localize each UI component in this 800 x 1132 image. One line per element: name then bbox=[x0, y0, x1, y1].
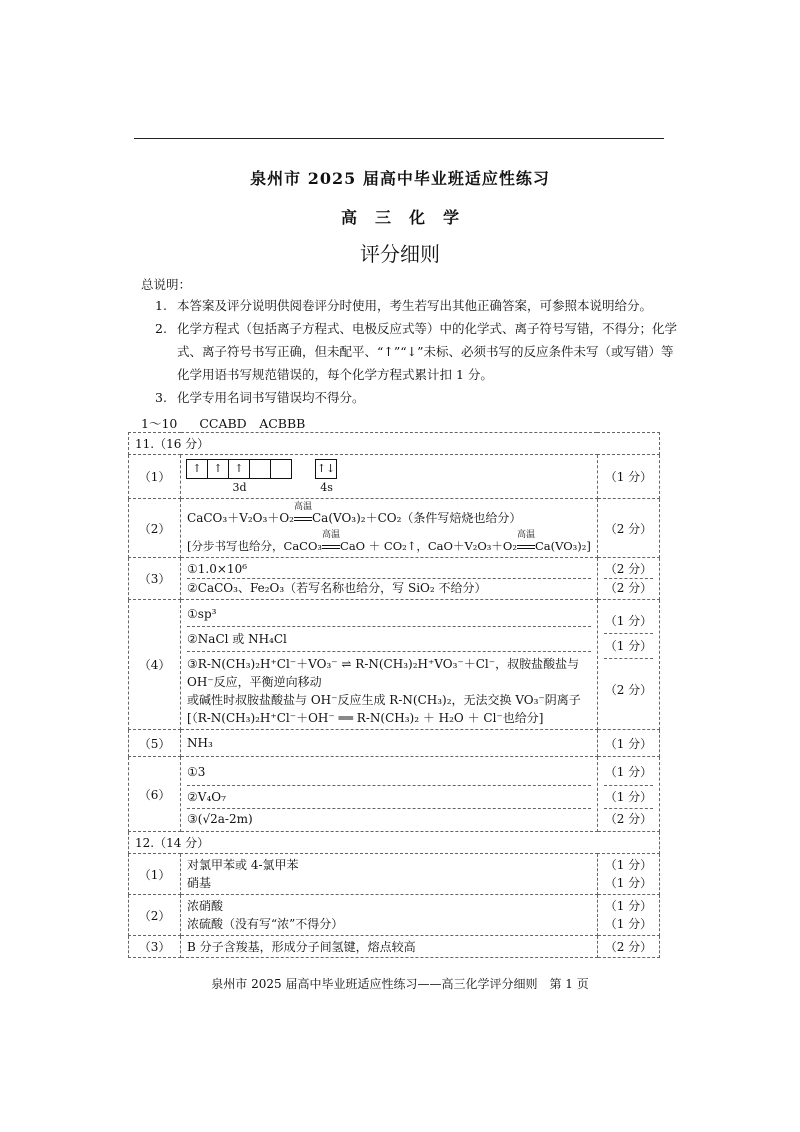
note-item: 1. 本答案及评分说明供阅卷评分时使用，考生若写出其他正确答案，可参照本说明给分。 bbox=[155, 298, 653, 313]
table-row: （2） CaCO₃＋V₂O₃＋O₂ 高温 Ca(VO₃)₂＋CO₂（条件写焙烧也给分） [分步书写也给分，CaCO₃ 高温 CaO ＋ CO₂↑，CaO＋V₂O₃＋O₂ 高温 Ca(VO₃)₂] （2 分） bbox=[129, 499, 660, 558]
note-item: 2. 化学方程式（包括离子方程式、电极反应式等）中的化学式、离子符号写错，不得分；化学式、离子符号书写正确，但未配平、“↑”“↓”未标、必须书写的反应条件未写（或写错）等化学用语书写规范错误的，每个化学方程式累计扣 1 分。 bbox=[155, 321, 678, 382]
table-row: （1） 对氯甲苯或 4-氯甲苯 硝基 （1 分） （1 分） bbox=[129, 854, 660, 895]
orbital-box: ↑ bbox=[228, 459, 250, 479]
top-rule bbox=[134, 138, 664, 139]
table-row: （4） ①sp³ ②NaCl 或 NH₄Cl ③R-N(CH₃)₂H⁺Cl⁻＋VO₃⁻ ⇌ R-N(CH₃)₂H⁺VO₃⁻＋Cl⁻，叔胺盐酸盐与 OH⁻反应，平衡逆向移动 或碱性时叔胺盐酸盐与 OH⁻反应生成 R-N(CH₃)₂，无法交换 VO₃⁻阴离子 [（R-N(CH₃)₂H⁺Cl⁻＋OH⁻ ══ R-N(CH₃)₂ ＋ H₂O ＋ Cl⁻也给分] （1 分） （1 分） （2 分） bbox=[129, 600, 660, 730]
scoring-table bbox=[128, 432, 660, 958]
orbital-box bbox=[249, 459, 271, 479]
orbital-box: ↑ bbox=[207, 459, 229, 479]
table-row: （2） 浓硝酸 浓硫酸（没有写“浓”不得分） （1 分） （1 分） bbox=[129, 895, 660, 936]
page-footer: 泉州市 2025 届高中毕业班适应性练习——高三化学评分细则 第 1 页 bbox=[211, 977, 589, 991]
page-title: 泉州市 2025 届高中毕业班适应性练习 bbox=[250, 169, 550, 188]
orbital-box bbox=[270, 459, 292, 479]
q12-header: 12.（14 分） bbox=[129, 832, 660, 854]
table-row: （1） ↑ ↑ ↑ 3d ↑↓ 4s （1 分） bbox=[129, 455, 660, 499]
table-row: （3） B 分子含羧基，形成分子间氢键，熔点较高 （2 分） bbox=[129, 936, 660, 958]
orbital-diagram: ↑ ↑ ↑ 3d ↑↓ 4s bbox=[181, 455, 598, 499]
general-notes bbox=[155, 294, 680, 409]
multiple-choice-answers: 1～10 CCABD ACBBB bbox=[141, 416, 306, 431]
subject-title: 高三化学 bbox=[340, 208, 477, 227]
note-item: 3. 化学专用名词书写错误均不得分。 bbox=[155, 390, 365, 405]
orbital-box: ↑↓ bbox=[315, 459, 337, 479]
table-row: （3） ①1.0×10⁶ ②CaCO₃、Fe₂O₃（若写名称也给分，写 SiO₂ 不给分） （2 分） （2 分） bbox=[129, 558, 660, 600]
table-row: （6） ①3 ②V₄O₇ ③(√2a-2m) （1 分） （1 分） （2 分） bbox=[129, 757, 660, 832]
q11-header: 11.（16 分） bbox=[129, 433, 660, 455]
rubric-title: 评分细则 bbox=[360, 242, 440, 266]
table-row: （5） NH₃ （1 分） bbox=[129, 730, 660, 757]
orbital-box: ↑ bbox=[186, 459, 208, 479]
general-notes-label: 总说明： bbox=[141, 277, 192, 292]
